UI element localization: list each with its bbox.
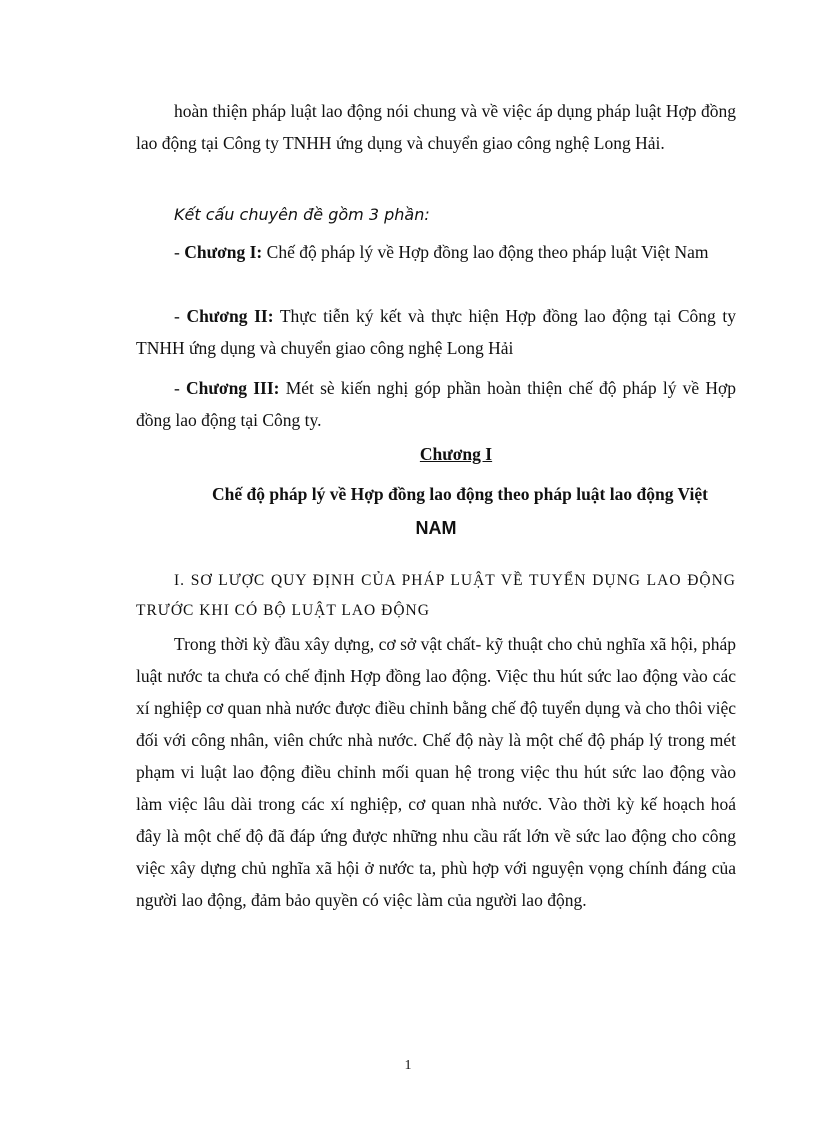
page-number: 1 — [404, 1058, 412, 1073]
chapter-label: Chương I: — [184, 242, 263, 262]
section-body — [136, 628, 736, 916]
section-heading-text: I. SƠ LƯỢC QUY ĐỊNH CỦA PHÁP LUẬT VỀ TUYỂN DỤNG LAO ĐỘNG TRƯỚC KHI CÓ BỘ LUẬT LAO ĐỘNG — [136, 572, 736, 619]
chapter-label: Chương II: — [186, 306, 274, 326]
structure-intro-text: Kết cấu chuyên đề gồm 3 phần: — [174, 205, 430, 224]
section-heading — [136, 566, 736, 626]
chapter-list-item-3 — [136, 372, 736, 436]
intro-paragraph — [136, 95, 736, 159]
chapter-desc: Chế độ pháp lý về Hợp đồng lao động theo pháp luật Việt Nam — [262, 242, 709, 262]
list-dash: - — [174, 306, 187, 326]
chapter-title — [150, 478, 770, 510]
list-dash: - — [174, 378, 187, 398]
chapter-desc: Mét sè kiến nghị góp phần hoàn thiện chế độ pháp lý về Hợp đồng lao động tại Công ty. — [136, 378, 736, 430]
chapter-number: Chương I — [419, 444, 493, 464]
chapter-list-item-1 — [136, 236, 736, 268]
chapter-title-text: Chế độ pháp lý về Hợp đồng lao động theo pháp luật lao động Việt — [212, 484, 708, 504]
chapter-label: Chương III: — [186, 378, 280, 398]
chapter-desc: Thực tiễn ký kết và thực hiện Hợp đồng lao động tại Công ty TNHH ứng dụng và chuyển giao công nghệ Long Hải — [136, 306, 736, 358]
chapter-title-nam: NAM — [415, 518, 457, 538]
chapter-title-last-word — [136, 518, 736, 539]
structure-intro — [136, 199, 736, 231]
intro-text: hoàn thiện pháp luật lao động nói chung và về việc áp dụng pháp luật Hợp đồng lao động tại Công ty TNHH ứng dụng và chuyển giao công nghệ Long Hải. — [136, 101, 736, 153]
list-dash: - — [174, 242, 185, 262]
chapter-heading — [136, 444, 776, 465]
chapter-list-item-2 — [136, 300, 736, 364]
section-body-text: Trong thời kỳ đầu xây dựng, cơ sở vật chất- kỹ thuật cho chủ nghĩa xã hội, pháp luật nước ta chưa có chế định Hợp đồng lao động. Việc thu hút sức lao động vào các xí nghiệp cơ quan nhà nước được điều chỉnh bằng chế độ tuyển dụng và cho thôi việc đối với công nhân, viên chức nhà nước. Chế độ này là một chế độ pháp lý trong mét phạm vi luật lao động điều chỉnh mối quan hệ trong việc thu hút sức lao động vào làm việc lâu dài trong các xí nghiệp, cơ quan nhà nước. Vào thời kỳ kế hoạch hoá đây là một chế độ đã đáp ứng được những nhu cầu rất lớn về sức lao động cho công việc xây dựng chủ nghĩa xã hội ở nước ta, phù hợp với nguyện vọng chính đáng của người lao động, đảm bảo quyền có việc làm của người lao động. — [136, 634, 736, 910]
